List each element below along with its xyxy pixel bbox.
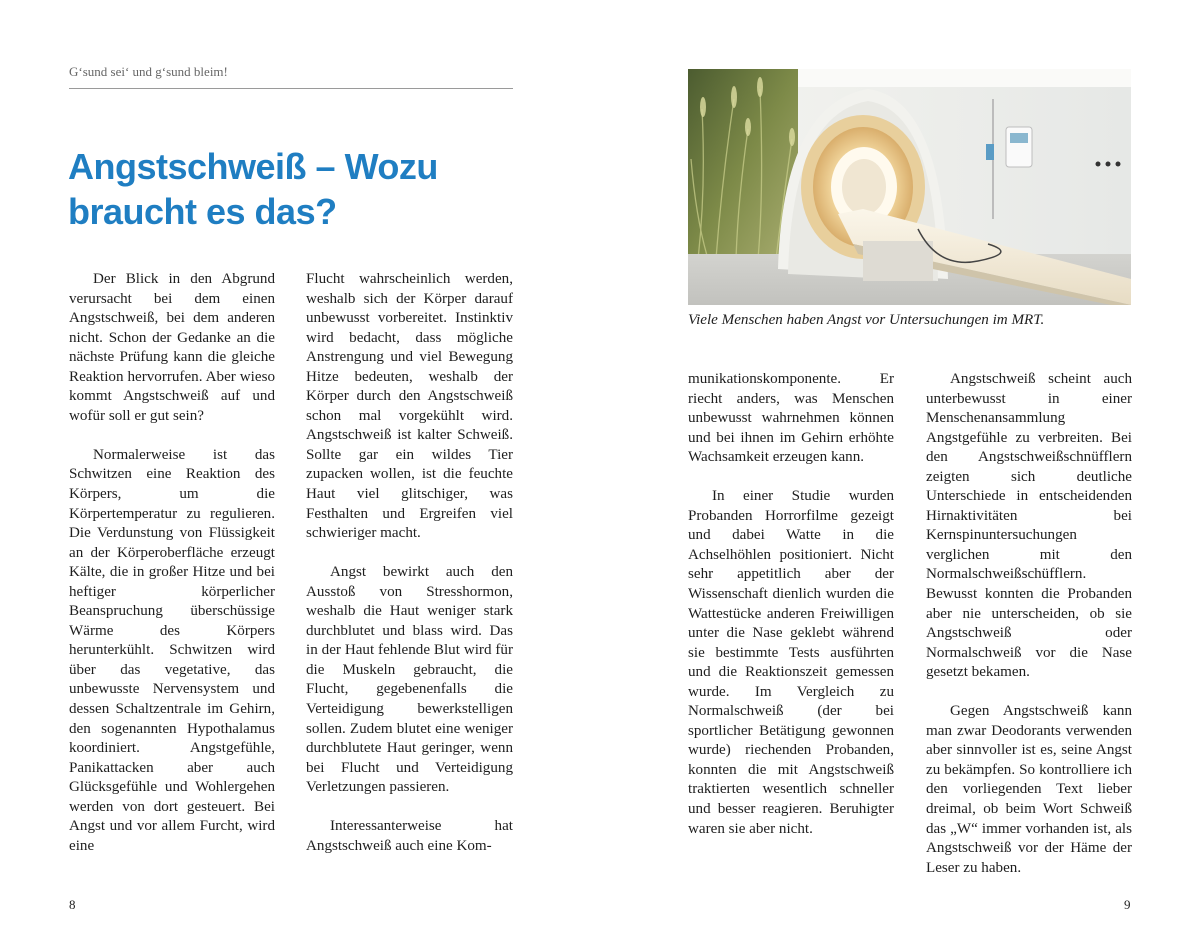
- paragraph: Gegen Angstschweiß kann man zwar Deodorants verwenden aber sinnvoller ist es, seine Angst zu bekämpfen. So kontrolliere ich den vorliegenden Text lieber dreimal, ob beim Wort Schweiß das „W“ immer vorhanden ist, als Angstschweiß vor der Häme der Leser zu haben.: [926, 703, 1132, 876]
- paragraph: Interessanterweise hat Angstschweiß auch eine Kom-: [306, 818, 513, 854]
- paragraph: Angst bewirkt auch den Ausstoß von Stresshormon, weshalb die Haut weniger stark durchblutet und blass wird. Das in der Haut fehlende Blut wird für die Muskeln gebraucht, die Flucht, gegebenenfalls die Verteidigung bewerkstelligen sollen. Zudem blutet eine weniger durchblutete Haut geringer, wenn bei Flucht und Verteidigung Verletzungen passieren.: [306, 564, 513, 796]
- paragraph: In einer Studie wurden Probanden Horrorfilme gezeigt und dabei Watte in die Achselhöhlen positioniert. Nicht sehr appetitlich aber der Wissenschaft dienlich wurden die Wattestücke anderen Freiwilligen unter die Nase geklebt während sie bestimmte Tests ausführten und die Reaktionszeit gemessen wurde. Im Vergleich zu Normalschweiß (der bei sportlicher Betätigung gewonnen wurde) riechenden Probanden, konnten die mit Angstschweiß traktierten wesentlich schneller und besser reagieren. Beruhigter waren sie aber nicht.: [688, 488, 894, 837]
- title-line-1: Angstschweiß – Wozu: [68, 146, 438, 187]
- paragraph: Normalerweise ist das Schwitzen eine Reaktion des Körpers, um die Körpertemperatur zu regulieren. Die Verdunstung von Flüssigkeit an der Körperoberfläche erzeugt Kälte, die in großer Hitze und bei heftiger körperlicher Beanspruchung überschüssige Wärme des Körpers herunterkühlt. Schwitzen wird über das vegetative, das unbewusste Nervensystem und dessen Schaltzentrale im Gehirn, den sogenannten Hypothalamus koordiniert. Angstgefühle, Panikattacken aber auch Glücksgefühle und Wohlergehen werden von dort gesteuert. Bei Angst und vor allem Furcht, wird eine: [69, 446, 275, 854]
- photo-caption: Viele Menschen haben Angst vor Untersuchungen im MRT.: [688, 312, 1045, 328]
- text-column-2: [306, 270, 513, 856]
- text-column-3: [688, 370, 894, 839]
- text-column-4: [926, 370, 1132, 878]
- paragraph-continued: Flucht wahrscheinlich werden, weshalb sich der Körper darauf unbewusst vorbereitet. Instinktiv wird bedacht, dass mögliche Anstrengung und viel Bewegung Hitze bedeuten, weshalb der Körper durch den Angstschweiß schon mal vorgekühlt wird. Angstschweiß ist kalter Schweiß. Sollte gar ein wildes Tier zupacken wollen, ist die feuchte Haut viel glitschiger, was Festhalten und Ergreifen viel schwieriger macht.: [306, 271, 513, 542]
- text-column-1: [69, 270, 275, 856]
- page-title: [68, 144, 508, 234]
- running-head: G‘sund sei‘ und g‘sund bleim!: [69, 64, 513, 89]
- page-number-right: 9: [1124, 897, 1131, 912]
- title-line-2: braucht es das?: [68, 191, 337, 232]
- paragraph-continued: munikationskomponente. Er riecht anders, was Menschen unbewusst wahrnehmen können und bei ihnen im Gehirn erhöhte Wachsamkeit erzeugen kann.: [688, 371, 894, 466]
- page-number-left: 8: [69, 897, 76, 912]
- paragraph: Angstschweiß scheint auch unterbewusst in einer Menschenansammlung Angstgefühle zu verbreiten. Bei den Angstschweißschnüfflern zeigten sich deutliche Unterschiede in entscheidenden Hirnaktivitäten bei Kernspinuntersuchungen verglichen mit den Normalschweißschüfflern. Bewusst konnten die Probanden aber nie unterscheiden, ob sie Angstschweiß oder Normalschweiß vor die Nase gesetzt bekamen.: [926, 371, 1132, 681]
- paragraph: Der Blick in den Abgrund verursacht bei dem einen Angstschweiß, bei dem anderen nicht. Schon der Gedanke an die nächste Prüfung kann die gleiche Reaktion hervorrufen. Aber wieso kommt Angstschweiß auf und wofür soll er gut sein?: [69, 271, 275, 424]
- mri-scanner-photo: [688, 69, 1131, 305]
